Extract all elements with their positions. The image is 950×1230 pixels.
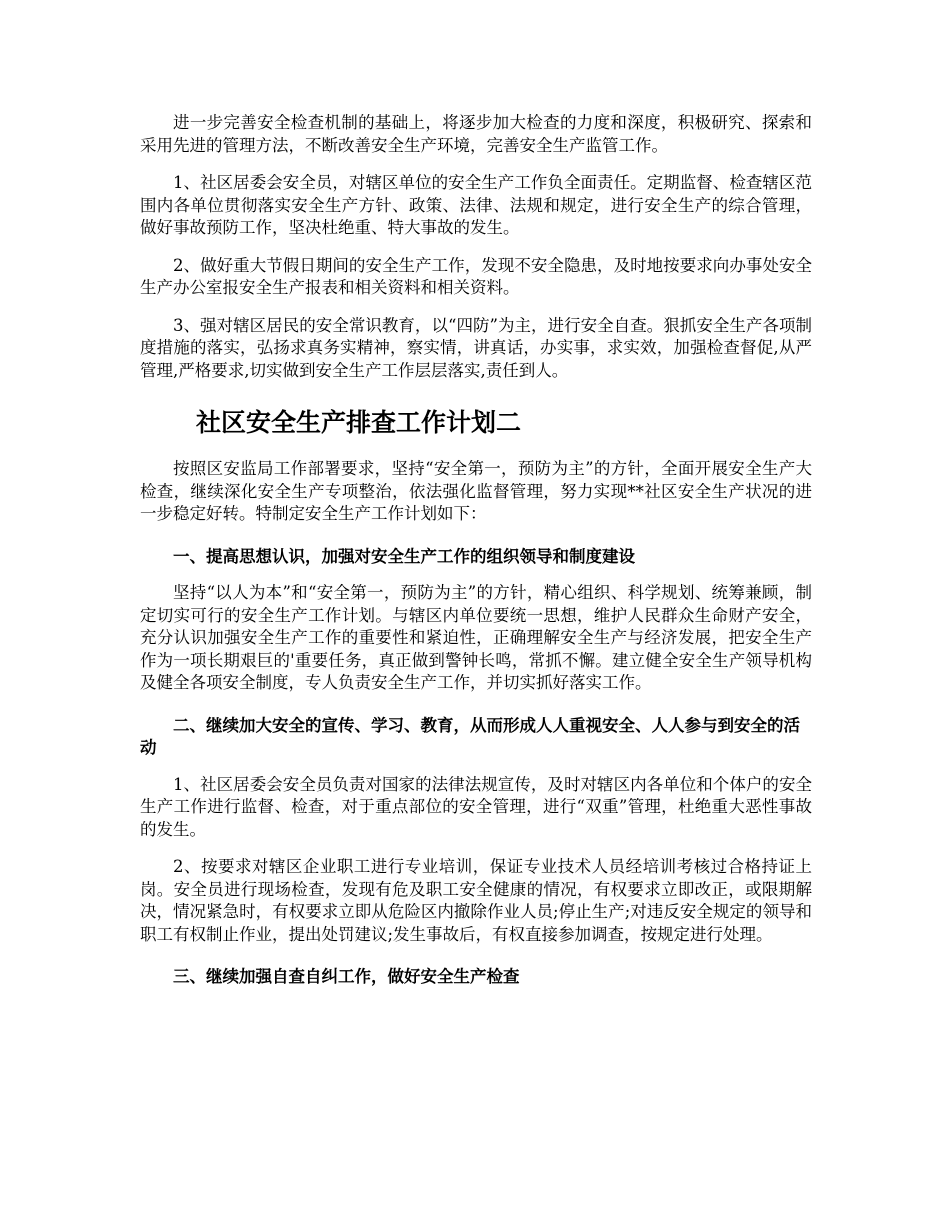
section-heading-1: 一、提高思想认识，加强对安全生产工作的组织领导和制度建设 [173, 546, 635, 566]
paragraph: 3、强对辖区居民的安全常识教育，以“四防”为主，进行安全自查。狠抓安全生产各项制度措施的落实，弘扬求真务实精神，察实情，讲真话，办实事，求实效，加强检查督促,从严管理,严格要求,切实做到安全生产工作层层落实,责任到人。 [140, 315, 812, 380]
section-1-body: 坚持“以人为本”和“安全第一，预防为主”的方针，精心组织、科学规划、统筹兼顾，制定切实可行的安全生产工作计划。与辖区内单位要统一思想，维护人民群众生命财产安全，充分认识加强安全生产工作的重要性和紧迫性，正确理解安全生产与经济发展，把安全生产作为一项长期艰巨的'重要任务，真正做到警钟长鸣，常抓不懈。建立健全安全生产领导机构及健全各项安全制度，专人负责安全生产工作，并切实抓好落实工作。 [140, 583, 812, 692]
section-2-item: 2、按要求对辖区企业职工进行专业培训，保证专业技术人员经培训考核过合格持证上岗。安全员进行现场检查，发现有危及职工安全健康的情况，有权要求立即改正，或限期解决，情况紧急时，有权要求立即从危险区内撤除作业人员;停止生产;对违反安全规定的领导和职工有权制止作业，提出处罚建议;发生事故后，有权直接参加调查，按规定进行处理。 [140, 857, 812, 944]
document-page [140, 112, 812, 1003]
section-2-item: 1、社区居委会安全员负责对国家的法律法规宣传，及时对辖区内各单位和个体户的安全生产工作进行监督、检查，对于重点部位的安全管理，进行“双重”管理，杜绝重大恶性事故的发生。 [140, 774, 812, 839]
paragraph: 1、社区居委会安全员，对辖区单位的安全生产工作负全面责任。定期监督、检查辖区范围内各单位贯彻落实安全生产方针、政策、法律、法规和规定，进行安全生产的综合管理，做好事故预防工作，坚决杜绝重、特大事故的发生。 [140, 173, 812, 237]
paragraph: 进一步完善安全检查机制的基础上，将逐步加大检查的力度和深度，积极研究、探索和采用先进的管理方法，不断改善安全生产环境，完善安全生产监管工作。 [140, 113, 812, 155]
document-title: 社区安全生产排查工作计划二 [196, 408, 522, 437]
section-heading-2: 二、继续加大安全的宣传、学习、教育，从而形成人人重视安全、人人参与到安全的活动 [140, 715, 800, 757]
intro-paragraph: 按照区安监局工作部署要求，坚持“安全第一，预防为主”的方针，全面开展安全生产大检查，继续深化安全生产专项整治，依法强化监督管理，努力实现**社区安全生产状况的进一步稳定好转。特制定安全生产工作计划如下： [140, 459, 812, 523]
paragraph: 2、做好重大节假日期间的安全生产工作，发现不安全隐患，及时地按要求向办事处安全生产办公室报安全生产报表和相关资料和相关资料。 [140, 255, 812, 297]
section-heading-3: 三、继续加强自查自纠工作，做好安全生产检查 [173, 967, 520, 986]
